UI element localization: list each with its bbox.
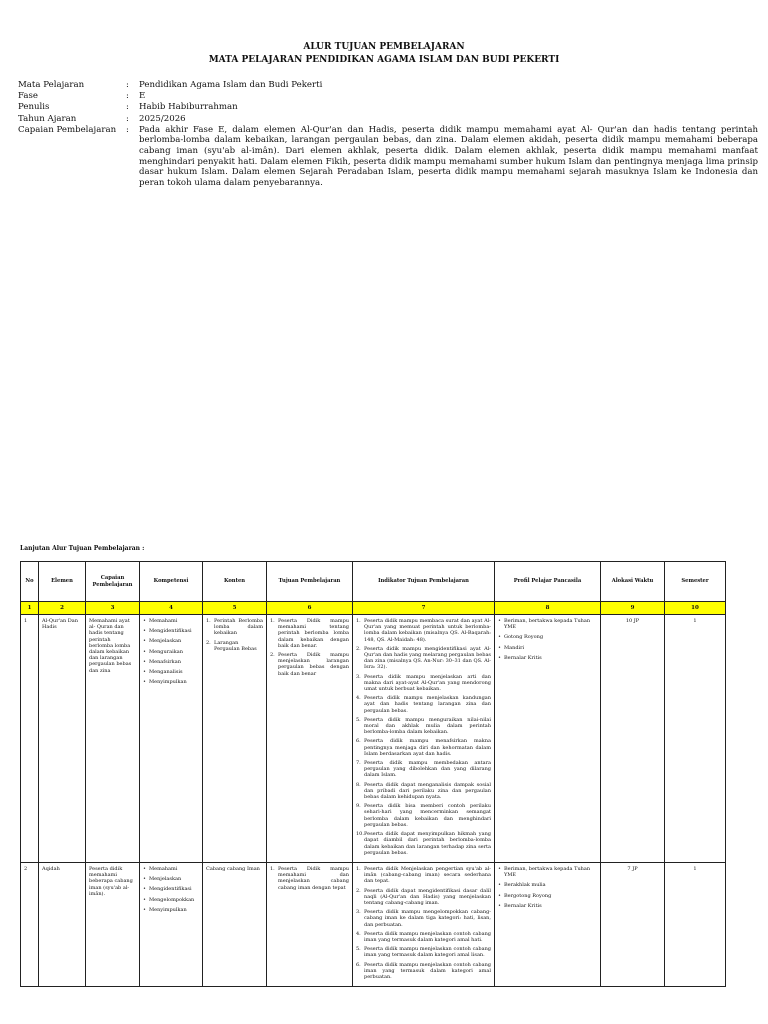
meta-value: Pendidikan Agama Islam dan Budi Pekerti — [139, 80, 323, 90]
cell-semester: 1 — [665, 615, 726, 863]
list-number: 5. — [356, 716, 361, 723]
list-item — [206, 618, 263, 637]
list-item — [356, 962, 491, 981]
cell-konten — [203, 615, 267, 863]
list-text: Peserta didik dapat menyimpulkan hikmah yang dapat diambil dari perintah berlomba-lomba dalam kebaikan dan larangan terhadap zina serta pergaulan bebas. — [364, 831, 491, 856]
column-number: 10 — [665, 602, 726, 615]
column-header: Elemen — [39, 562, 86, 602]
list-item: • Menganalisis — [143, 669, 199, 675]
list-text: Peserta didik mampu menjelaskan contoh cabang iman yang termasuk dalam kategori amal lisan. — [364, 946, 491, 959]
list-item: • Menyimpulkan — [143, 907, 199, 913]
list-item — [356, 674, 491, 693]
column-number: 4 — [140, 602, 203, 615]
list-item — [356, 931, 491, 943]
list-item — [356, 831, 491, 856]
cell-capaian: Peserta didik memahami beberapa cabang iman (syu'ab al-imân). — [86, 862, 140, 986]
meta-label: Fase — [18, 91, 38, 102]
list-number: 10. — [356, 831, 364, 838]
column-header: Profil Pelajar Pancasila — [495, 562, 601, 602]
cell-indikator — [353, 862, 495, 986]
list-number: 1. — [356, 618, 361, 624]
list-number: 1. — [270, 618, 275, 624]
meta-colon: : — [126, 102, 129, 113]
cell-no: 1 — [21, 615, 39, 863]
list-item — [356, 717, 491, 736]
column-number: 9 — [601, 602, 665, 615]
column-header: Tujuan Pembelajaran — [267, 562, 353, 602]
list-item — [356, 803, 491, 828]
list-text: Peserta didik mampu membaca surat dan ayat Al-Qur'an yang memuat perintah untuk berlomba-lomba dalam kebaikan (misalnya QS. Al-Baqarah: 148, QS. Al-Maidah: 48). — [364, 618, 491, 643]
list-item: • Memahami — [143, 618, 199, 624]
cell-elemen: Al-Qur'an Dan Hadis — [39, 615, 86, 863]
list-item: • Gotong Royong — [498, 634, 597, 640]
list-number: 1. — [356, 865, 361, 872]
list-item: • Beriman, bertakwa kepada Tuhan YME — [498, 618, 597, 630]
meta-row-penulis — [18, 102, 758, 113]
list-item: • Bergotong Royong — [498, 893, 597, 899]
list-text: Perintah Berlomba lomba dalam kebaikan — [214, 618, 263, 637]
list-item — [356, 738, 491, 757]
cell-elemen: Aqidah — [39, 862, 86, 986]
list-number: 6. — [356, 738, 361, 745]
cell-kompetensi — [140, 615, 203, 863]
column-header: Semester — [665, 562, 726, 602]
meta-row-mata-pelajaran — [18, 80, 758, 91]
list-item: • Beriman, bertakwa kepada Tuhan YME — [498, 866, 597, 878]
list-number: 5. — [356, 946, 361, 953]
column-header: No — [21, 562, 39, 602]
section-heading: Lanjutan Alur Tujuan Pembelajaran : — [20, 545, 145, 552]
list-text: Peserta Didik mampu memahami tentang perintah berlomba lomba dalam kebaikan dengan baik dan benar. — [278, 618, 349, 649]
list-item — [356, 646, 491, 671]
meta-row-tahun-ajaran — [18, 114, 758, 125]
meta-label: Capaian Pembelajaran — [18, 124, 117, 135]
alur-tujuan-table — [20, 561, 726, 987]
document-subtitle: MATA PELAJARAN PENDIDIKAN AGAMA ISLAM DAN BUDI PEKERTI — [208, 55, 560, 65]
list-item: • Menguraikan — [143, 649, 199, 655]
list-text: Peserta didik mampu menjelaskan contoh cabang iman yang termasuk dalam kategori amal perbuatan. — [364, 961, 491, 980]
column-header: Kompetensi — [140, 562, 203, 602]
list-number: 1. — [206, 618, 211, 624]
list-item: • Menyimpulkan — [143, 679, 199, 685]
list-text: Peserta didik mampu menjelaskan contoh cabang iman yang termasuk dalam kategori amal hati. — [364, 930, 491, 943]
column-header: Indikator Tujuan Pembelajaran — [353, 562, 495, 602]
meta-value: 2025/2026 — [139, 113, 186, 124]
list-item — [356, 782, 491, 801]
column-number-row — [21, 602, 726, 615]
meta-label: Penulis — [18, 102, 50, 113]
meta-value: Habib Habiburrahman — [139, 102, 238, 113]
list-text: Peserta didik mampu menafsirkan makna pentingnya menjaga diri dan kehormatan dalam Islam berdasarkan ayat dan hadis. — [364, 738, 491, 757]
table-row — [21, 615, 726, 863]
list-item — [356, 866, 491, 885]
meta-row-fase — [18, 91, 758, 102]
meta-colon: : — [126, 113, 129, 124]
list-item — [356, 909, 491, 928]
list-item — [270, 866, 349, 891]
list-item — [270, 652, 349, 677]
list-text: Peserta didik mampu mengidentifikasi ayat Al-Qur'an dan hadis yang melarang pergaulan bebas dan zina (misalnya QS. An-Nur: 30–31 dan QS. Al-Isra: 32). — [364, 645, 491, 671]
list-number: 2. — [270, 652, 275, 659]
list-item: • Memahami — [143, 866, 199, 872]
list-text: Peserta Didik mampu menjelaskan larangan pergaulan bebas dengan baik dan benar — [278, 652, 349, 677]
list-text: Peserta didik mampu menguraikan nilai-nilai moral dan akhlak mulia dalam perintah berlomba-lomba dalam kebaikan. — [364, 716, 491, 736]
list-number: 3. — [356, 673, 361, 680]
list-number: 3. — [356, 909, 361, 916]
list-item — [356, 695, 491, 714]
list-item: • Menafsirkan — [143, 659, 199, 665]
list-number: 2. — [356, 887, 361, 894]
list-text: Peserta didik mampu membedakan antara pergaulan yang dibolehkan dan yang dilarang dalam Islam. — [364, 760, 491, 779]
list-text: Peserta didik bisa memberi contoh perilaku sehari-hari yang mencerminkan semangat berlomba dalam kebaikan dan menghindari pergaulan bebas. — [364, 803, 491, 828]
list-item: • Bernalar Kritis — [498, 655, 597, 661]
list-number: 6. — [356, 961, 361, 968]
list-number: 4. — [356, 695, 361, 702]
column-header: Alokasi Waktu — [601, 562, 665, 602]
cell-kompetensi — [140, 862, 203, 986]
document-title: ALUR TUJUAN PEMBELAJARAN — [303, 42, 465, 52]
column-header: Capaian Pembelajaran — [86, 562, 140, 602]
cell-profil — [495, 862, 601, 986]
list-item — [206, 640, 263, 652]
cell-capaian: Memahami ayat al- Quran dan hadis tentang perintah berlomba lomba dalam kebaikan dan larangan pergaulan bebas dan zina — [86, 615, 140, 863]
meta-label: Tahun Ajaran — [18, 113, 77, 124]
list-text: Peserta didik mampu mengelompokkan cabang-cabang iman ke dalam tiga kategori: hati, lisan, dan perbuatan. — [364, 909, 491, 928]
table-header-row — [21, 562, 726, 602]
cell-indikator — [353, 615, 495, 863]
list-item — [356, 946, 491, 958]
meta-value: Pada akhir Fase E, dalam elemen Al-Qur'an dan Hadis, peserta didik mampu memahami ayat Al- Qur'an dan hadis tentang perintah berlomba-lomba dalam kebaikan, larangan pergaulan bebas, dan zina. Dalam elemen akidah, peserta didik mampu memahami beberapa cabang iman (syu'ab al-imân). Dari elemen akhlak, peserta didik. Dalam elemen akhlak, peserta didik mampu memahami manfaat menghindari penyakit hati. Dalam elemen Fikih, peserta didik mampu memahami sumber hukum Islam dan pentingnya menjaga lima prinsip dasar hukum Islam. Dalam elemen Sejarah Peradaban Islam, peserta didik mampu memahami sejarah masuknya Islam ke Indonesia dan peran tokoh ulama dalam penyebarannya. — [139, 124, 758, 188]
list-item — [356, 618, 491, 643]
meta-row-capaian-pembelajaran — [18, 125, 758, 189]
cell-alokasi: 7 JP — [601, 862, 665, 986]
list-text: Peserta didik mampu menjelaskan arti dan makna dari ayat-ayat Al-Qur'an yang mendorong umat untuk berbuat kebaikan. — [364, 673, 491, 693]
list-item: • Menjelaskan — [143, 876, 199, 882]
list-number: 7. — [356, 760, 361, 767]
cell-tujuan — [267, 615, 353, 863]
list-number: 2. — [356, 645, 361, 652]
list-item: • Bernalar Kritis — [498, 903, 597, 909]
cell-no: 2 — [21, 862, 39, 986]
meta-colon: : — [126, 91, 129, 102]
column-number: 2 — [39, 602, 86, 615]
column-number: 5 — [203, 602, 267, 615]
column-number: 3 — [86, 602, 140, 615]
column-number: 6 — [267, 602, 353, 615]
list-text: Peserta didik Menjelaskan pengertian syu'ab al-imân (cabang-cabang iman) secara sederhana dan tepat. — [364, 865, 491, 885]
list-item: • Mengidentifikasi — [143, 628, 199, 634]
list-item — [356, 760, 491, 779]
table-row — [21, 862, 726, 986]
meta-value: E — [139, 91, 146, 102]
list-item: • Mengelompokkan — [143, 897, 199, 903]
list-text: Peserta Didik mampu memahami dan menjelaskan cabang cabang iman dengan tepat — [278, 865, 349, 891]
list-item: • Menjelaskan — [143, 638, 199, 644]
cell-profil — [495, 615, 601, 863]
metadata-block — [18, 80, 758, 188]
list-number: 1. — [270, 865, 275, 872]
column-header: Konten — [203, 562, 267, 602]
list-text: Peserta didik dapat mengidentifikasi dasar dalil naqli (Al-Qur'an dan Hadis) yang menjelaskan tentang cabang-cabang iman. — [364, 887, 491, 906]
cell-alokasi: 10 JP — [601, 615, 665, 863]
list-item: • Mandiri — [498, 645, 597, 651]
list-number: 9. — [356, 803, 361, 810]
column-number: 8 — [495, 602, 601, 615]
meta-colon: : — [126, 80, 129, 90]
list-text: Peserta didik dapat menganalisis dampak sosial dan pribadi dari perilaku zina dan pergaulan bebas dalam kehidupan nyata. — [364, 781, 491, 801]
list-item: • Mengidentifikasi — [143, 886, 199, 892]
meta-colon: : — [126, 124, 129, 135]
column-number: 7 — [353, 602, 495, 615]
cell-tujuan — [267, 862, 353, 986]
list-number: 8. — [356, 781, 361, 788]
list-item — [270, 618, 349, 649]
list-text: Peserta didik mampu menjelaskan kandungan ayat dan hadis tentang larangan zina dan pergaulan bebas. — [364, 695, 491, 714]
list-text: Larangan Pergaulan Bebas — [214, 639, 257, 652]
list-item: • Berakhlak mulia — [498, 882, 597, 888]
list-number: 2. — [206, 639, 211, 646]
cell-konten: Cabang cabang Iman — [203, 862, 267, 986]
cell-semester: 1 — [665, 862, 726, 986]
list-item — [356, 888, 491, 907]
meta-label: Mata Pelajaran — [18, 80, 85, 90]
list-number: 4. — [356, 930, 361, 937]
column-number: 1 — [21, 602, 39, 615]
